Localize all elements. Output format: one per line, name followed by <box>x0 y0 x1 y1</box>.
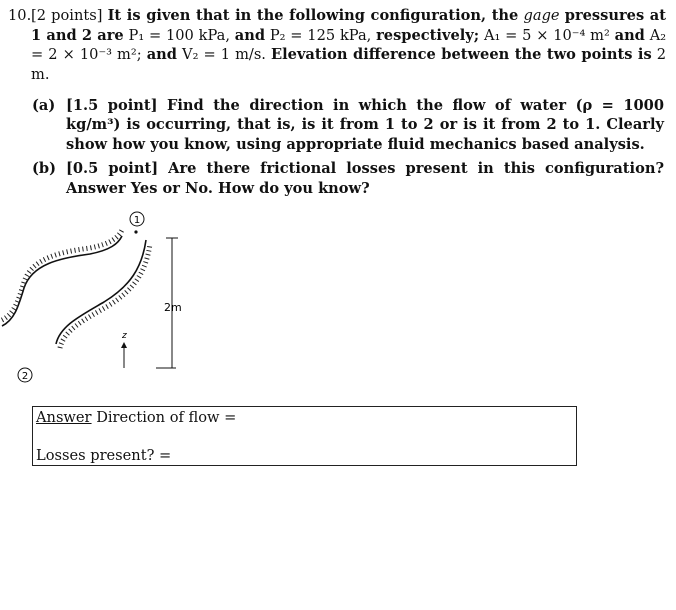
answer-box[interactable] <box>32 406 577 466</box>
z-label: z <box>122 331 127 341</box>
area-a1: A₁ = 5 × 10⁻⁴ m² <box>483 26 610 44</box>
pipe-outer-wall <box>2 236 122 326</box>
area-a2: A₂ = 2 × 10⁻³ m²; <box>31 26 667 64</box>
problem-intro-b: pressures at 1 and 2 are <box>31 7 666 44</box>
conj-and-1: and <box>234 26 266 44</box>
conj-and-2: and <box>614 26 645 44</box>
problem-intro-a: It is given that in the following configuration, the <box>107 7 519 24</box>
direction-label: Direction of flow = <box>96 409 237 426</box>
direction-answer-line[interactable] <box>36 409 236 426</box>
answer-word: Answer <box>36 409 92 426</box>
part-b-label: (b) <box>32 160 57 178</box>
losses-answer-line[interactable] <box>36 447 171 464</box>
z-arrow-head <box>121 342 127 348</box>
conj-and-3: and <box>146 46 177 64</box>
pipe-outer-hatch <box>2 230 122 320</box>
respectively-text: respectively; <box>376 26 480 44</box>
pipe-inner-wall <box>56 240 146 344</box>
problem-gage-word: gage <box>523 7 560 24</box>
pressure-p2: P₂ = 125 kPa, <box>269 26 372 44</box>
point-1-label: 1 <box>133 215 141 226</box>
losses-label: Losses present? = <box>36 447 172 464</box>
part-b-text: [0.5 point] Are there frictional losses present in this configuration? Answer Yes or No. How do you know? <box>66 160 664 197</box>
pipe-inner-hatch <box>60 244 150 348</box>
part-a-label: (a) <box>32 97 56 114</box>
point-2-label: 2 <box>21 371 29 382</box>
problem-number: 10. <box>8 7 32 24</box>
pipe-figure <box>0 208 200 388</box>
part-a <box>32 96 664 154</box>
part-b <box>32 159 664 198</box>
problem-points: [2 points] <box>31 7 103 24</box>
problem-statement <box>8 6 666 84</box>
height-label: 2m <box>164 301 182 314</box>
pressure-p1: P₁ = 100 kPa, <box>128 26 230 44</box>
elevation-text: Elevation difference between the two points is <box>271 46 652 64</box>
velocity-v2: V₂ = 1 m/s. <box>182 46 266 64</box>
elevation-value: 2 m. <box>31 46 667 83</box>
problem-body <box>31 6 666 84</box>
point-1-dot <box>134 230 137 233</box>
part-a-text: [1.5 point] Find the direction in which the flow of water (ρ = 1000 kg/m³) is occurring, that is, is it from 1 to 2 or is it from 2 to 1. Clearly show how you know, using appropriate fluid mechanics based analysis. <box>66 97 664 153</box>
question-parts <box>32 96 664 203</box>
